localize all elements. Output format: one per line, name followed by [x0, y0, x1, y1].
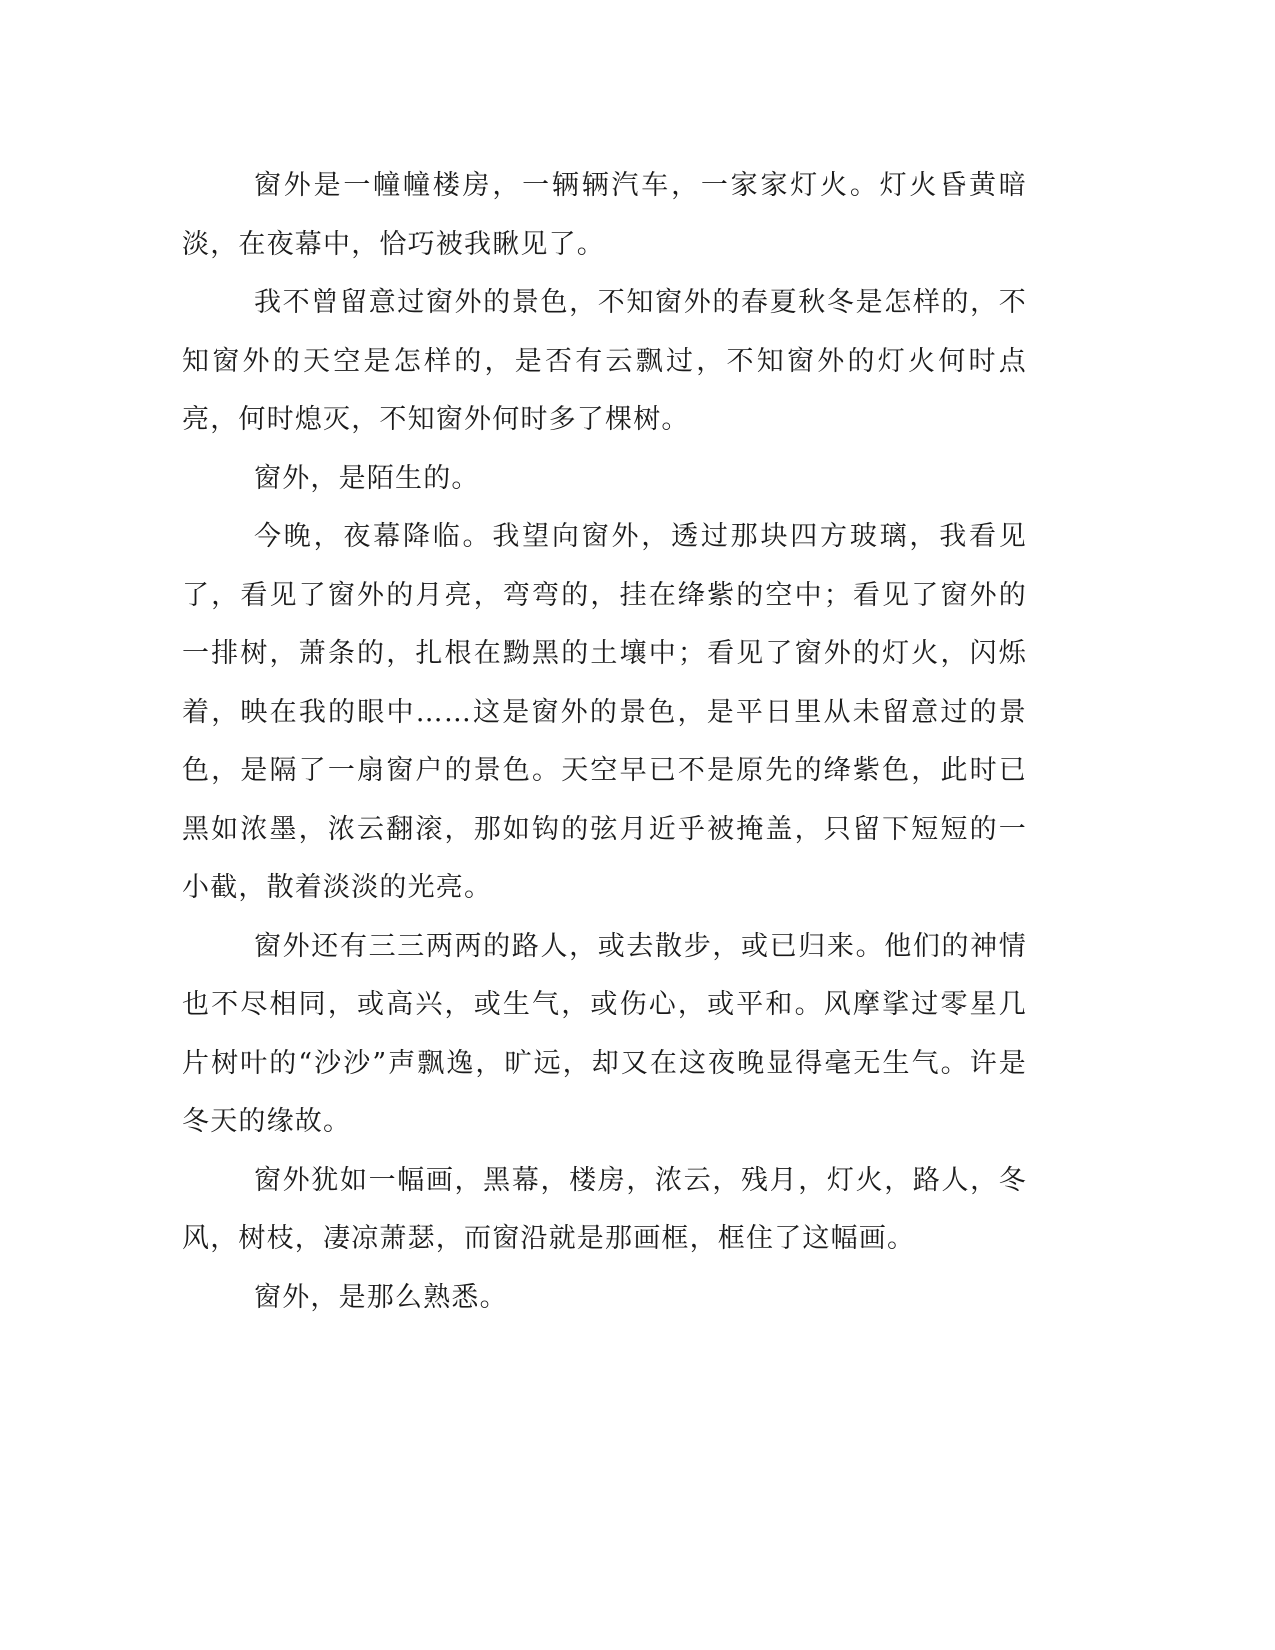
paragraph: 窗外，是那么熟悉。 — [254, 1281, 508, 1313]
paragraph: 窗外，是陌生的。 — [254, 462, 480, 494]
essay-body — [182, 157, 1027, 1327]
paragraph: 窗外是一幢幢楼房，一辆辆汽车，一家家灯火。灯火昏黄暗淡，在夜幕中，恰巧被我瞅见了。 — [182, 170, 1027, 260]
paragraph: 我不曾留意过窗外的景色，不知窗外的春夏秋冬是怎样的，不知窗外的天空是怎样的，是否有云飘过，不知窗外的灯火何时点亮，何时熄灭，不知窗外何时多了棵树。 — [182, 287, 1027, 435]
paragraph: 窗外还有三三两两的路人，或去散步，或已归来。他们的神情也不尽相同，或高兴，或生气，或伤心，或平和。风摩挲过零星几片树叶的“沙沙”声飘逸，旷远，却又在这夜晚显得毫无生气。许是冬天的缘故。 — [182, 930, 1027, 1137]
paragraph: 窗外犹如一幅画，黑幕，楼房，浓云，残月，灯火，路人，冬风，树枝，凄凉萧瑟，而窗沿就是那画框，框住了这幅画。 — [182, 1164, 1027, 1254]
paragraph: 今晚，夜幕降临。我望向窗外，透过那块四方玻璃，我看见了，看见了窗外的月亮，弯弯的，挂在绛紫的空中；看见了窗外的一排树，萧条的，扎根在黝黑的土壤中；看见了窗外的灯火，闪烁着，映在我的眼中……这是窗外的景色，是平日里从未留意过的景色，是隔了一扇窗户的景色。天空早已不是原先的绛紫色，此时已黑如浓墨，浓云翻滚，那如钩的弦月近乎被掩盖，只留下短短的一小截，散着淡淡的光亮。 — [182, 521, 1027, 903]
